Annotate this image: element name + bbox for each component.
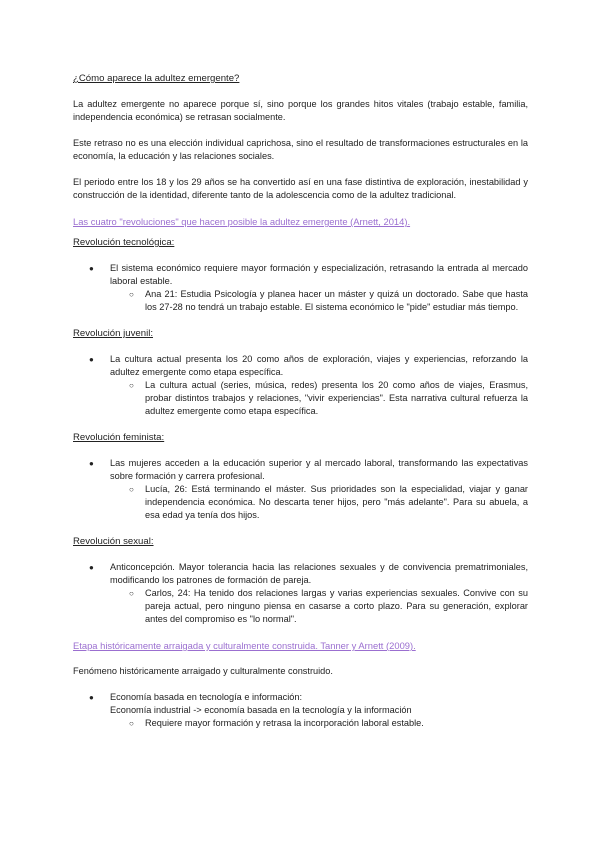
hollow-circle-bullet-icon: ○	[129, 290, 134, 299]
paragraph: Este retraso no es una elección individual caprichosa, sino el resultado de transformaciones estructurales en la economía, la educación y las relaciones sociales.	[73, 138, 528, 161]
filled-circle-bullet-icon: ●	[89, 355, 94, 364]
filled-circle-bullet-icon: ●	[89, 693, 94, 702]
bullet-list	[73, 561, 528, 626]
section-heading: ¿Cómo aparece la adultez emergente?	[73, 73, 240, 84]
list-item-text: Economía basada en tecnología e información:	[110, 692, 303, 702]
filled-circle-bullet-icon: ●	[89, 563, 94, 572]
list-item	[73, 457, 528, 483]
sub-list-item	[73, 483, 528, 522]
list-item	[73, 691, 528, 717]
list-item-text: Las mujeres acceden a la educación superior y al mercado laboral, transformando las expectativas sobre formación y carrera profesional.	[110, 458, 528, 481]
list-item-text-continued: Economía industrial -> economía basada en la tecnología y la información	[110, 705, 412, 715]
filled-circle-bullet-icon: ●	[89, 264, 94, 273]
hollow-circle-bullet-icon: ○	[129, 381, 134, 390]
sub-list-item-text: Ana 21: Estudia Psicología y planea hacer un máster y quizá un doctorado. Sabe que hasta los 27-28 no tendrá un trabajo estable. El sistema económico le "pide" estudiar más tiempo.	[145, 289, 528, 312]
source-link[interactable]: Etapa históricamente arraigada y culturalmente construida. Tanner y Arnett (2009).	[73, 640, 416, 651]
filled-circle-bullet-icon: ●	[89, 459, 94, 468]
list-item	[73, 353, 528, 379]
hollow-circle-bullet-icon: ○	[129, 719, 134, 728]
bullet-list	[73, 457, 528, 522]
hollow-circle-bullet-icon: ○	[129, 485, 134, 494]
revolution-heading: Revolución tecnológica:	[73, 237, 175, 248]
sub-list-item-text: Requiere mayor formación y retrasa la incorporación laboral estable.	[145, 718, 424, 728]
bullet-list	[73, 353, 528, 418]
revolution-heading: Revolución feminista:	[73, 432, 165, 443]
revolution-heading: Revolución sexual:	[73, 536, 154, 547]
paragraph: Fenómeno históricamente arraigado y culturalmente construido.	[73, 666, 333, 676]
sub-list-item	[73, 717, 528, 730]
list-item-text: El sistema económico requiere mayor formación y especialización, retrasando la entrada al mercado laboral estable.	[110, 263, 528, 286]
list-item-text: Anticoncepción. Mayor tolerancia hacia las relaciones sexuales y de convivencia prematrimoniales, modificando los patrones de formación de pareja.	[110, 562, 528, 585]
sub-list-item-text: Carlos, 24: Ha tenido dos relaciones largas y varias experiencias sexuales. Convive con su pareja actual, pero ninguno piensa en casarse a corto plazo. Para su generación, explorar antes del compromiso es "lo normal".	[145, 588, 528, 624]
paragraph: El periodo entre los 18 y los 29 años se ha convertido así en una fase distintiva de exploración, inestabilidad y construcción de la identidad, diferente tanto de la adolescencia como de la adultez tradicional.	[73, 177, 528, 200]
bullet-list	[73, 262, 528, 314]
sub-list-item	[73, 288, 528, 314]
source-link[interactable]: Las cuatro "revoluciones" que hacen posible la adultez emergente (Arnett, 2014).	[73, 216, 411, 227]
sub-list-item	[73, 587, 528, 626]
list-item	[73, 561, 528, 587]
hollow-circle-bullet-icon: ○	[129, 589, 134, 598]
list-item-text: La cultura actual presenta los 20 como años de exploración, viajes y experiencias, reforzando la adultez emergente como etapa específica.	[110, 354, 528, 377]
sub-list-item-text: Lucía, 26: Está terminando el máster. Sus prioridades son la especialidad, viajar y ganar independencia económica. No descarta tener hijos, pero "más adelante". Para su abuela, a esa edad ya tenía dos hijos.	[145, 484, 528, 520]
bullet-list	[73, 691, 528, 730]
sub-list-item-text: La cultura actual (series, música, redes) presenta los 20 como años de viajes, Erasmus, probar distintos trabajos y relaciones, "vivir experiencias". Esta narrativa cultural refuerza la adultez emergente como etapa específica.	[145, 380, 528, 416]
paragraph: La adultez emergente no aparece porque sí, sino porque los grandes hitos vitales (trabajo estable, familia, independencia económica) se retrasan socialmente.	[73, 99, 528, 122]
sub-list-item	[73, 379, 528, 418]
document-page	[73, 72, 528, 730]
revolution-heading: Revolución juvenil:	[73, 328, 153, 339]
list-item	[73, 262, 528, 288]
